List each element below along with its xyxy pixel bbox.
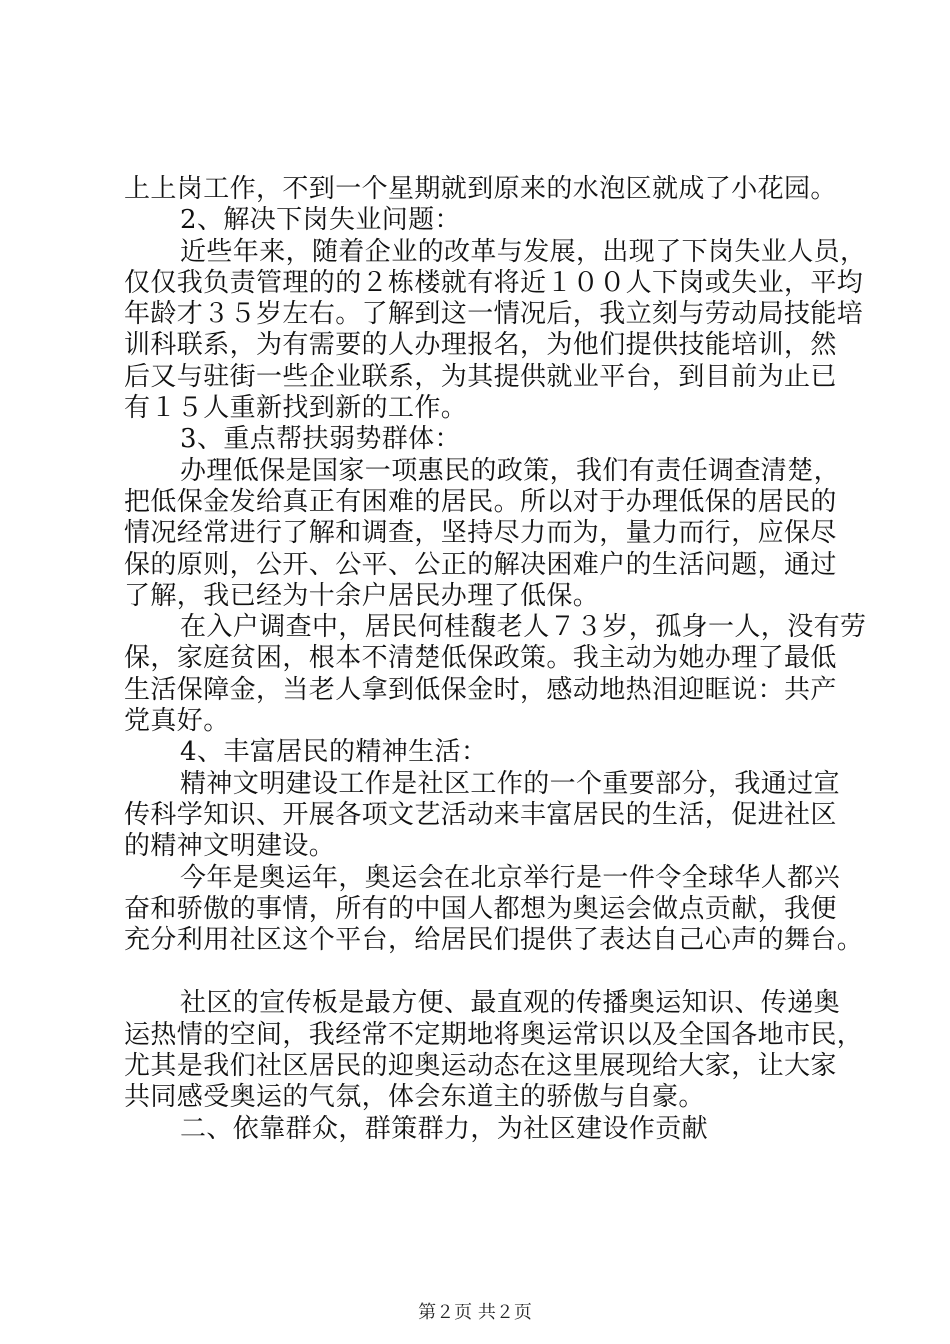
- text-line: 生活保障金，当老人拿到低保金时，感动地热泪迎眶说：共产: [124, 674, 837, 705]
- text-line: 近些年来，随着企业的改革与发展，出现了下岗失业人员，: [180, 236, 867, 267]
- text-line: 的精神文明建设。: [124, 831, 336, 862]
- text-line: 充分利用社区这个平台，给居民们提供了表达自己心声的舞台。: [124, 925, 864, 956]
- paragraph-gap: [124, 956, 844, 988]
- text-line: 上上岗工作，不到一个星期就到原来的水泡区就成了小花园。: [124, 174, 837, 204]
- section-heading: 4、丰富居民的精神生活：: [180, 737, 488, 768]
- text-line: 情况经常进行了解和调查，坚持尽力而为，量力而行，应保尽: [124, 518, 837, 549]
- text-line: 精神文明建设工作是社区工作的一个重要部分，我通过宣: [180, 768, 841, 799]
- text-line: 共同感受奥运的气氛，体会东道主的骄傲与自豪。: [124, 1082, 705, 1113]
- text-line: 年龄才３５岁左右。了解到这一情况后，我立刻与劳动局技能培: [124, 299, 864, 330]
- page-number: 第２页 共２页: [418, 1302, 532, 1323]
- text-line: 奋和骄傲的事情，所有的中国人都想为奥运会做点贡献，我便: [124, 893, 837, 924]
- text-line: 尤其是我们社区居民的迎奥运动态在这里展现给大家，让大家: [124, 1051, 837, 1082]
- text-line: 办理低保是国家一项惠民的政策，我们有责任调查清楚，: [180, 455, 841, 486]
- text-line: 今年是奥运年，奥运会在北京举行是一件令全球华人都兴: [180, 862, 841, 893]
- text-line: 把低保金发给真正有困难的居民。所以对于办理低保的居民的: [124, 486, 837, 517]
- text-line: 后又与驻街一些企业联系，为其提供就业平台，到目前为止已: [124, 361, 837, 392]
- text-line: 党真好。: [124, 706, 230, 737]
- text-line: 训科联系，为有需要的人办理报名，为他们提供技能培训，然: [124, 330, 837, 361]
- section-heading: 二、依靠群众，群策群力，为社区建设作贡献: [180, 1113, 709, 1144]
- section-heading: 3、重点帮扶弱势群体：: [180, 424, 461, 455]
- text-line: 保的原则，公开、公平、公正的解决困难户的生活问题，通过: [124, 549, 837, 580]
- text-line: 在入户调查中，居民何桂馥老人７３岁，孤身一人，没有劳: [180, 612, 867, 643]
- text-line: 有１５人重新找到新的工作。: [124, 393, 468, 424]
- text-line: 运热情的空间，我经常不定期地将奥运常识以及全国各地市民，: [124, 1019, 864, 1050]
- text-line: 传科学知识、开展各项文艺活动来丰富居民的生活，促进社区: [124, 799, 837, 830]
- text-line: 社区的宣传板是最方便、最直观的传播奥运知识、传递奥: [180, 988, 841, 1019]
- document-body: [124, 174, 867, 1145]
- text-line: 仅仅我负责管理的的２栋楼就有将近１００人下岗或失业，平均: [124, 267, 864, 298]
- text-line: 了解，我已经为十余户居民办理了低保。: [124, 580, 600, 611]
- text-line: 保，家庭贫困，根本不清楚低保政策。我主动为她办理了最低: [124, 643, 837, 674]
- section-heading: 2、解决下岗失业问题：: [180, 205, 461, 236]
